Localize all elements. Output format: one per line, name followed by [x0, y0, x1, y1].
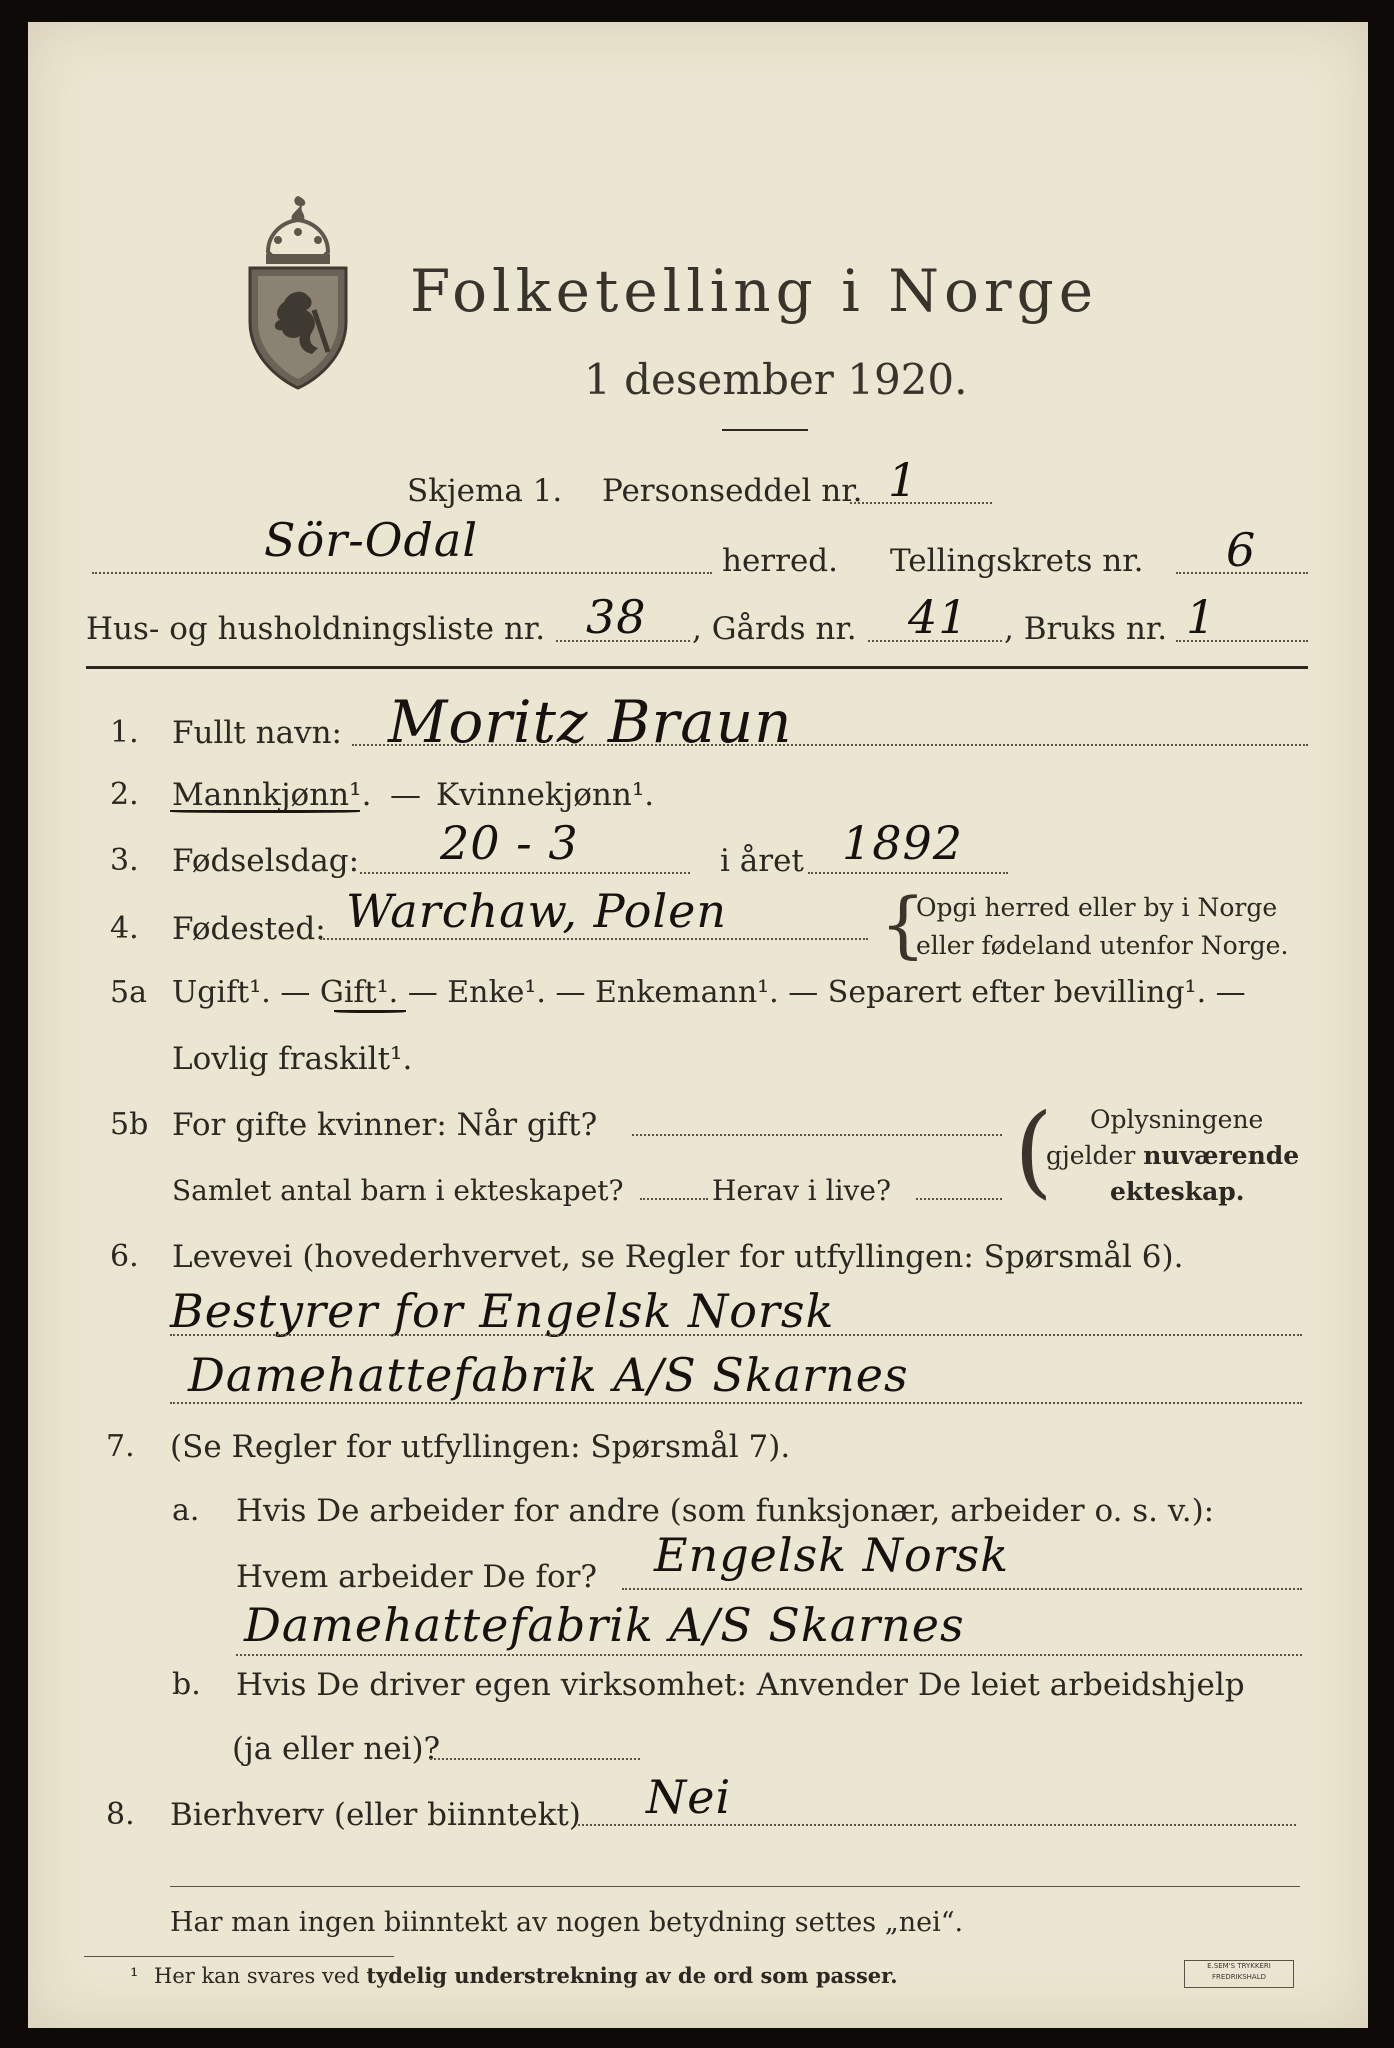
q7a-question: Hvis De arbeider for andre (som funksjonær, arbeider o. s. v.): [236, 1493, 1215, 1529]
herred-value: Sör-Odal [264, 513, 479, 567]
q5b-number: 5b [110, 1107, 149, 1142]
q8-label: Bierhverv (eller biinntekt) [170, 1797, 581, 1833]
q3-year-line [808, 872, 1008, 874]
q4-label: Fødested: [172, 911, 326, 947]
q8-value: Nei [646, 1770, 732, 1824]
q2-male-underline [170, 810, 360, 813]
q1-number: 1. [110, 715, 139, 750]
q3-day-line [360, 872, 690, 874]
q7a-letter: a. [172, 1493, 200, 1528]
herred-line [92, 572, 712, 574]
q8-extra-line [170, 1886, 1300, 1887]
q7a-employer-label: Hvem arbeider De for? [236, 1559, 598, 1595]
q7a-employer-line2 [236, 1654, 1302, 1656]
skjema-label: Skjema 1. [407, 473, 563, 509]
q5a-options: Ugift¹. — Gift¹. — Enke¹. — Enkemann¹. — Separert efter bevilling¹. — [172, 975, 1246, 1010]
q5b-children-total: Samlet antal barn i ekteskapet? [172, 1174, 624, 1207]
q5a-options-line2: Lovlig fraskilt¹. [172, 1041, 413, 1077]
q6-value-line1: Bestyrer for Engelsk Norsk [170, 1284, 835, 1338]
q5a-gift-underline [334, 1010, 406, 1013]
q5b-when-line [632, 1134, 1002, 1136]
q5a-number: 5a [110, 975, 147, 1010]
q5b-when-married: For gifte kvinner: Når gift? [172, 1107, 598, 1143]
herred-label: herred. [722, 543, 838, 579]
form-date: 1 desember 1920. [584, 355, 968, 404]
personseddel-label: Personseddel nr. [602, 473, 863, 509]
q2-female-option: Kvinnekjønn¹. [436, 777, 655, 813]
q1-label: Fullt navn: [172, 715, 342, 751]
q3-year-label: i året [720, 843, 804, 879]
q6-label: Levevei (hovederhvervet, se Regler for utfyllingen: Spørsmål 6). [172, 1239, 1184, 1275]
q4-note-line2: eller fødeland utenfor Norge. [916, 931, 1289, 960]
q4-value: Warchaw, Polen [346, 884, 728, 938]
q5b-note-line1: Oplysningene [1090, 1105, 1264, 1134]
personseddel-line [850, 502, 992, 504]
q2-separator: — [390, 777, 421, 813]
q5b-note-brace: ( [1014, 1092, 1054, 1209]
q4-line [320, 938, 868, 940]
footnote-marker: ¹ [130, 1964, 139, 1988]
q6-value-line2: Damehattefabrik A/S Skarnes [188, 1348, 909, 1402]
q7a-employer-value-2: Damehattefabrik A/S Skarnes [244, 1598, 965, 1652]
q7b-letter: b. [172, 1667, 201, 1702]
form-title: Folketelling i Norge [410, 257, 1099, 325]
q1-value: Moritz Braun [388, 688, 793, 756]
title-divider [722, 429, 808, 431]
bruks-value: 1 [1186, 590, 1217, 644]
printer-stamp [1184, 1960, 1294, 1988]
bruks-label: , Bruks nr. [1004, 611, 1168, 647]
q5b-children-alive: Herav i live? [712, 1174, 891, 1207]
q2-number: 2. [110, 777, 139, 812]
gards-value: 41 [908, 590, 969, 644]
q3-day-value: 20 - 3 [440, 816, 579, 870]
q2-male-option: Mannkjønn¹. [172, 777, 372, 813]
printer-stamp-line2: FREDRIKSHALD [1211, 1973, 1266, 1981]
no-income-note: Har man ingen biinntekt av nogen betydning settes „nei“. [170, 1907, 964, 1938]
personseddel-value: 1 [888, 453, 919, 507]
q4-note-brace: { [880, 882, 926, 966]
q5b-children-line [640, 1198, 708, 1200]
q7b-yes-no-label: (ja eller nei)? [232, 1731, 441, 1767]
q4-number: 4. [110, 911, 139, 946]
q6-number: 6. [110, 1239, 139, 1274]
q5b-alive-line [916, 1198, 1002, 1200]
q6-line1 [170, 1334, 1302, 1336]
norwegian-coat-of-arms-icon [244, 192, 352, 392]
q5b-note-line3: ekteskap. [1110, 1177, 1245, 1206]
q3-number: 3. [110, 843, 139, 878]
q7b-line [430, 1758, 640, 1760]
footnote-text: Her kan svares ved tydelig understrekning av de ord som passer. [154, 1963, 898, 1988]
q8-number: 8. [106, 1797, 135, 1832]
q8-line [578, 1824, 1296, 1826]
husliste-label: Hus- og husholdningsliste nr. [86, 611, 546, 647]
q7a-employer-line [622, 1588, 1302, 1590]
q3-year-value: 1892 [842, 816, 964, 870]
q4-note-line1: Opgi herred eller by i Norge [916, 893, 1278, 922]
tellingskrets-value: 6 [1226, 523, 1257, 577]
q6-line2 [170, 1402, 1302, 1404]
footnote-rule [84, 1956, 394, 1957]
header-section-rule [86, 666, 1308, 669]
q7a-employer-value-1: Engelsk Norsk [654, 1528, 1010, 1582]
printer-stamp-line1: E.SEM'S TRYKKERI [1207, 1962, 1271, 1970]
tellingskrets-label: Tellingskrets nr. [890, 543, 1144, 579]
q7-number: 7. [106, 1429, 135, 1464]
gards-label: , Gårds nr. [692, 611, 857, 647]
husliste-value: 38 [586, 590, 647, 644]
q7-label: (Se Regler for utfyllingen: Spørsmål 7). [170, 1429, 791, 1465]
q7b-question: Hvis De driver egen virksomhet: Anvender De leiet arbeidshjelp [236, 1667, 1245, 1703]
q5b-note-line2: gjelder nuværende [1046, 1141, 1300, 1170]
q3-label: Fødselsdag: [172, 843, 360, 879]
